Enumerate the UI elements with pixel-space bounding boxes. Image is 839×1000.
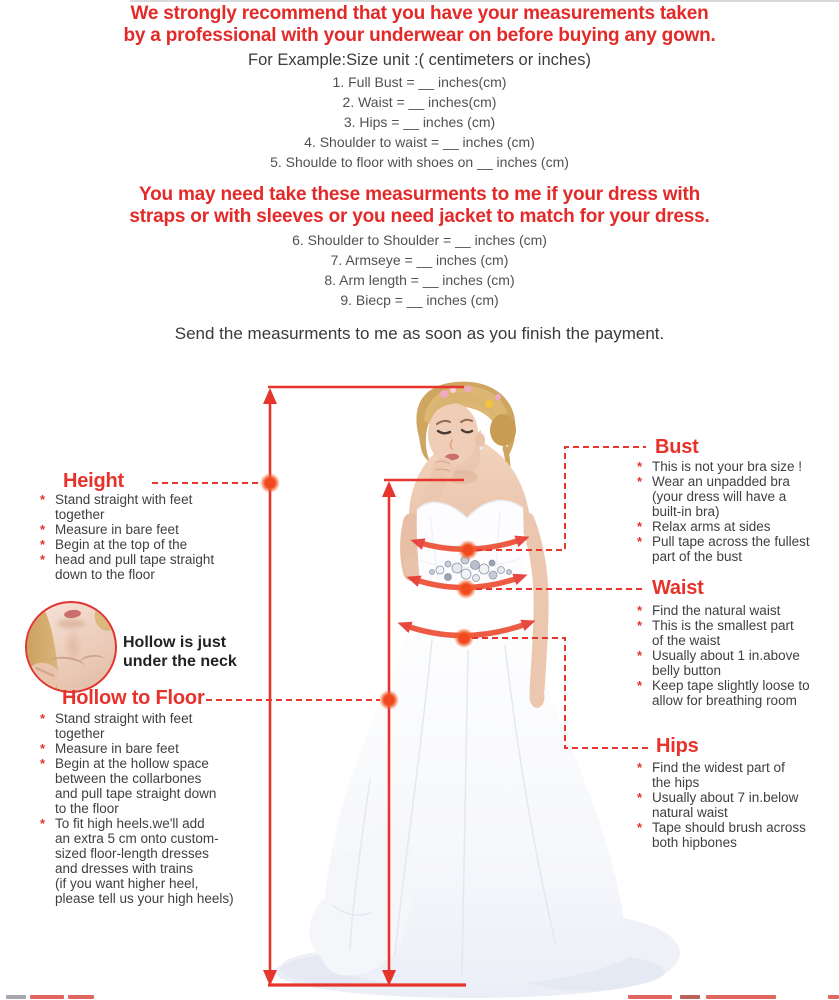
asterisk-bullet-icon: * xyxy=(40,537,46,552)
instruction-line: (if you want higher heel, xyxy=(55,876,199,891)
measurement-list-item: 4. Shoulder to waist = __ inches (cm) xyxy=(304,134,535,150)
measurement-list-item: 8. Arm length = __ inches (cm) xyxy=(324,272,515,288)
bust-label: Bust xyxy=(655,436,699,458)
instruction-line: both hipbones xyxy=(652,835,737,850)
instruction-line: * Find the widest part of xyxy=(637,760,785,775)
instruction-line: * Pull tape across the fullest xyxy=(637,534,810,549)
instruction-line: part of the bust xyxy=(652,549,743,564)
instruction-line: (your dress will have a xyxy=(652,489,787,504)
hollow-to-floor-instructions xyxy=(40,711,234,906)
instruction-line: * Keep tape slightly loose to xyxy=(637,678,810,693)
height-instructions xyxy=(40,492,214,582)
instruction-line: together xyxy=(55,726,105,741)
asterisk-bullet-icon: * xyxy=(40,756,46,771)
instruction-line: allow for breathing room xyxy=(652,693,797,708)
cropped-text-fragment xyxy=(706,995,776,999)
asterisk-bullet-icon: * xyxy=(637,519,643,534)
asterisk-bullet-icon: * xyxy=(637,820,643,835)
waist-label: Waist xyxy=(652,577,704,599)
instruction-line: * Usually about 1 in.above xyxy=(637,648,800,663)
cropped-text-fragment xyxy=(828,995,839,999)
warning-line: You may need take these measurments to me if your dress with xyxy=(139,184,700,205)
instruction-line: * head and pull tape straight xyxy=(40,552,215,567)
asterisk-bullet-icon: * xyxy=(40,816,46,831)
basic-measurements-list xyxy=(0,72,839,172)
instruction-line: between the collarbones xyxy=(55,771,202,786)
hollow-closeup-photo xyxy=(25,601,117,693)
warning-line: by a professional with your underwear on before buying any gown. xyxy=(123,25,716,46)
measurement-list-item: 1. Full Bust = __ inches(cm) xyxy=(332,74,507,90)
asterisk-bullet-icon: * xyxy=(40,522,46,537)
extra-measurements-list xyxy=(0,230,839,310)
waist-instructions xyxy=(637,603,810,708)
recommendation-warning xyxy=(0,3,839,47)
cropped-text-fragment xyxy=(68,995,94,999)
asterisk-bullet-icon: * xyxy=(637,678,643,693)
instruction-line: built-in bra) xyxy=(652,504,720,519)
instruction-line: * Find the natural waist xyxy=(637,603,781,618)
instruction-line: of the waist xyxy=(652,633,721,648)
bride-model-figure xyxy=(310,382,628,988)
instruction-line: * Tape should brush across xyxy=(637,820,806,835)
hollow-note xyxy=(123,633,237,671)
instruction-line: * Relax arms at sides xyxy=(637,519,771,534)
instruction-line: * Begin at the hollow space xyxy=(40,756,209,771)
hollow-note-line: Hollow is just xyxy=(123,634,227,651)
chin-shadow xyxy=(57,619,85,628)
instruction-line: * Wear an unpadded bra xyxy=(637,474,790,489)
instruction-line: * To fit high heels.we'll add xyxy=(40,816,205,831)
asterisk-bullet-icon: * xyxy=(637,459,643,474)
send-measurements-note: Send the measurments to me as soon as you finish the payment. xyxy=(174,324,665,343)
instruction-line: an extra 5 cm onto custom- xyxy=(55,831,219,846)
cropped-text-fragment xyxy=(680,995,700,999)
collarbone-line xyxy=(78,653,106,670)
hollow-to-floor-label: Hollow to Floor xyxy=(62,687,205,709)
asterisk-bullet-icon: * xyxy=(637,760,643,775)
instruction-line: and pull tape straight down xyxy=(55,786,217,801)
asterisk-bullet-icon: * xyxy=(40,711,46,726)
measurement-list-item: 6. Shoulder to Shoulder = __ inches (cm) xyxy=(292,232,547,248)
warning-line: We strongly recommend that you have your measurements taken xyxy=(130,3,709,24)
lips-detail xyxy=(64,609,82,619)
height-label: Height xyxy=(63,470,125,492)
instruction-line: belly button xyxy=(652,663,722,678)
instruction-line: * Begin at the top of the xyxy=(40,537,188,552)
instruction-line: down to the floor xyxy=(55,567,155,582)
asterisk-bullet-icon: * xyxy=(637,790,643,805)
asterisk-bullet-icon: * xyxy=(40,492,46,507)
top-border-line xyxy=(130,0,839,2)
bust-instructions xyxy=(637,459,810,564)
instruction-line: * This is the smallest part xyxy=(637,618,794,633)
size-unit-note: For Example:Size unit :( centimeters or inches) xyxy=(248,51,591,69)
measurement-list-item: 5. Shoulde to floor with shoes on __ inches (cm) xyxy=(270,154,569,170)
instruction-line: and dresses with trains xyxy=(55,861,194,876)
asterisk-bullet-icon: * xyxy=(637,648,643,663)
asterisk-bullet-icon: * xyxy=(637,603,643,618)
instruction-line: sized floor-length dresses xyxy=(55,846,209,861)
cropped-text-fragment xyxy=(30,995,64,999)
instruction-line: * Measure in bare feet xyxy=(40,741,179,756)
instruction-line: * Measure in bare feet xyxy=(40,522,179,537)
instruction-line: to the floor xyxy=(55,801,119,816)
cropped-text-fragment xyxy=(628,995,672,999)
asterisk-bullet-icon: * xyxy=(637,474,643,489)
instruction-line: * Stand straight with feet xyxy=(40,711,193,726)
instruction-line: * This is not your bra size ! xyxy=(637,459,803,474)
extra-measurements-warning xyxy=(0,184,839,228)
instruction-line: * Usually about 7 in.below xyxy=(637,790,799,805)
measurement-list-item: 2. Waist = __ inches(cm) xyxy=(342,94,497,110)
hollow-note-line: under the neck xyxy=(123,653,237,670)
hips-instructions xyxy=(637,760,806,850)
instruction-line: * Stand straight with feet xyxy=(40,492,193,507)
measurement-list-item: 9. Biecp = __ inches (cm) xyxy=(340,292,499,308)
hips-label: Hips xyxy=(656,735,699,757)
instruction-line: please tell us your high heels) xyxy=(55,891,234,906)
asterisk-bullet-icon: * xyxy=(637,534,643,549)
asterisk-bullet-icon: * xyxy=(40,741,46,756)
asterisk-bullet-icon: * xyxy=(40,552,46,567)
measurement-list-item: 3. Hips = __ inches (cm) xyxy=(343,114,496,130)
measurement-list-item: 7. Armseye = __ inches (cm) xyxy=(330,252,509,268)
cropped-text-fragment xyxy=(6,995,26,999)
instruction-line: the hips xyxy=(652,775,700,790)
asterisk-bullet-icon: * xyxy=(637,618,643,633)
warning-line: straps or with sleeves or you need jacket to match for your dress. xyxy=(129,206,710,227)
instruction-line: natural waist xyxy=(652,805,728,820)
instruction-line: together xyxy=(55,507,105,522)
